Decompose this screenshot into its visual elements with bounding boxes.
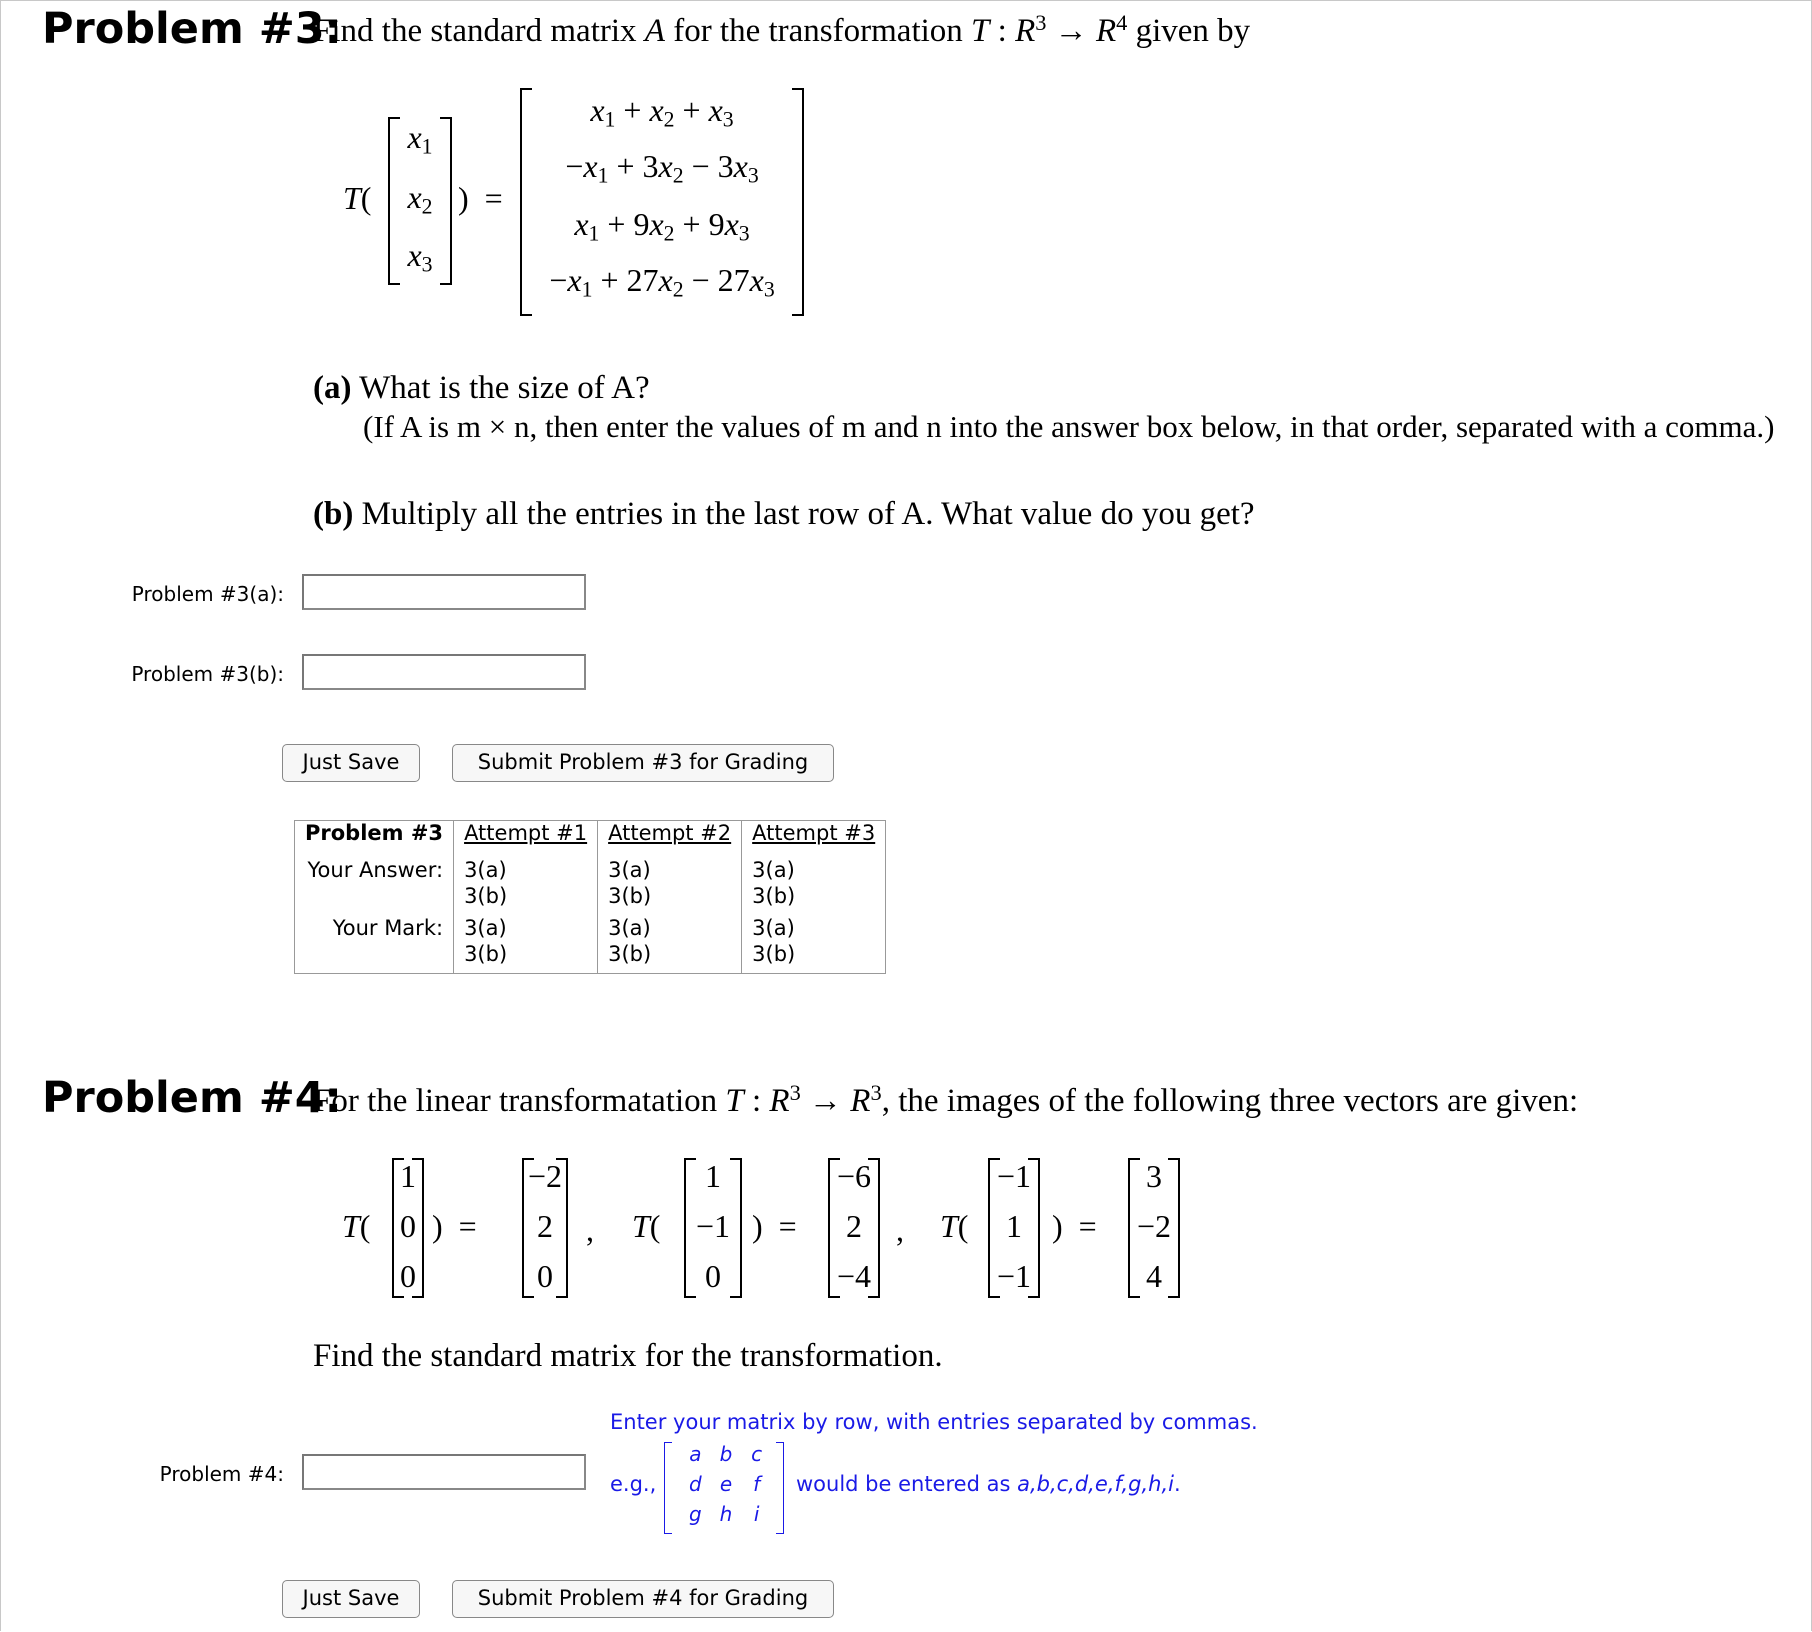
attempt-2-mark: 3(a) 3(b): [598, 915, 742, 974]
map-sep-1: ,: [586, 1212, 594, 1248]
map3-out-1: 3: [1146, 1158, 1162, 1194]
map3-in-3: −1: [996, 1258, 1032, 1294]
answer-4-label: Problem #4:: [159, 1462, 284, 1486]
hint-f: f: [753, 1472, 761, 1496]
answer-3b-input[interactable]: [302, 654, 586, 690]
just-save-button-3[interactable]: Just Save: [282, 744, 420, 782]
answer-4-input[interactable]: [302, 1454, 586, 1490]
problem-3-statement: Find the standard matrix A for the transformation T : $R^3 \to R^4$ given by: [313, 10, 1251, 50]
your-mark-label: Your Mark:: [332, 916, 444, 940]
hint-example-matrix: [664, 1442, 784, 1534]
map-sep-2: ,: [896, 1212, 904, 1248]
hint-d: d: [688, 1472, 702, 1496]
attempt-3-answer: 3(a) 3(b): [742, 857, 886, 915]
map3-out-3: 4: [1146, 1258, 1162, 1294]
t-open-paren: T(: [343, 180, 372, 216]
map1-eq: ) =: [432, 1208, 477, 1244]
map2-out-2: 2: [846, 1208, 862, 1244]
p3-input-x3: $x_3$: [407, 237, 433, 277]
attempt-2-answer: 3(a) 3(b): [598, 857, 742, 915]
map1-in-3: 0: [400, 1258, 416, 1294]
p3-output-row-2: $-x_1 + 3x_2 - 3x_3$: [565, 148, 759, 188]
problem-3-title: Problem #3:: [42, 4, 342, 54]
hint-b: b: [719, 1442, 733, 1466]
map2-in-3: 0: [705, 1258, 721, 1294]
p3-input-x1: $x_1$: [407, 119, 433, 159]
map2-t: T(: [632, 1208, 661, 1244]
map1-in-2: 0: [400, 1208, 416, 1244]
map2-in-2: −1: [695, 1208, 731, 1244]
submit-problem-3-button[interactable]: Submit Problem #3 for Grading: [452, 744, 834, 782]
map3-in-2: 1: [1006, 1208, 1022, 1244]
hint-i: i: [753, 1502, 760, 1526]
hint-eg: e.g.,: [610, 1472, 657, 1496]
hint-e: e: [719, 1472, 733, 1496]
problem-4-statement: For the linear transformatation T : $R^3 \to R^3$, the images of the following three vectors are given:: [313, 1080, 1579, 1120]
attempts-table: [294, 820, 886, 974]
part-b-question: (b) Multiply all the entries in the last row of A. What value do you get?: [313, 496, 1255, 532]
map2-input: [684, 1158, 742, 1298]
p3-output-row-1: $x_1 + x_2 + x_3$: [590, 92, 734, 132]
map1-t: T(: [342, 1208, 371, 1244]
map1-out-2: 2: [537, 1208, 553, 1244]
part-a-question: (a) What is the size of A?: [313, 370, 650, 406]
problem-4-title: Problem #4:: [42, 1073, 342, 1123]
hint-g: g: [688, 1502, 702, 1526]
hint-would-be-entered: would be entered as a,b,c,d,e,f,g,h,i.: [796, 1472, 1181, 1496]
p3-input-vector: [388, 117, 452, 285]
hint-a: a: [689, 1442, 702, 1466]
answer-3a-input[interactable]: [302, 574, 586, 610]
find-standard-matrix-text: Find the standard matrix for the transformation.: [313, 1338, 943, 1374]
map1-input: [392, 1158, 424, 1298]
map3-eq: ) =: [1052, 1208, 1097, 1244]
answer-b-label: Problem #3(b):: [131, 662, 284, 686]
map1-out-1: −2: [527, 1158, 563, 1194]
part-a-note: (If A is m × n, then enter the values of m and n into the answer box below, in that order, separated with a comma.): [363, 409, 1775, 444]
just-save-button-4[interactable]: Just Save: [282, 1580, 420, 1618]
map2-out-1: −6: [836, 1158, 872, 1194]
your-answer-label: Your Answer:: [307, 858, 444, 882]
attempt-1-link[interactable]: Attempt #1: [454, 821, 598, 858]
p3-output-row-3: $x_1 + 9x_2 + 9x_3$: [574, 206, 750, 246]
p3-output-row-4: $-x_1 + 27x_2 - 27x_3$: [549, 262, 775, 302]
attempts-table-header: Problem #3: [305, 821, 444, 845]
attempt-2-link[interactable]: Attempt #2: [598, 821, 742, 858]
hint-c: c: [751, 1442, 763, 1466]
hint-h: h: [719, 1502, 733, 1526]
map3-in-1: −1: [996, 1158, 1032, 1194]
map3-out-2: −2: [1136, 1208, 1172, 1244]
submit-problem-4-button[interactable]: Submit Problem #4 for Grading: [452, 1580, 834, 1618]
map1-in-1: 1: [400, 1158, 416, 1194]
attempt-3-link[interactable]: Attempt #3: [742, 821, 886, 858]
attempt-3-mark: 3(a) 3(b): [742, 915, 886, 974]
map2-eq: ) =: [752, 1208, 797, 1244]
map2-in-1: 1: [705, 1158, 721, 1194]
t-close-paren-equals: ) =: [458, 180, 503, 216]
map1-output: [522, 1158, 568, 1298]
map1-out-3: 0: [537, 1258, 553, 1294]
p3-input-x2: $x_2$: [407, 179, 433, 219]
map3-output: [1128, 1158, 1180, 1298]
attempt-1-answer: 3(a) 3(b): [454, 857, 598, 915]
answer-a-label: Problem #3(a):: [131, 582, 284, 606]
map2-output: [828, 1158, 880, 1298]
map3-t: T(: [940, 1208, 969, 1244]
map3-input: [988, 1158, 1040, 1298]
map2-out-3: −4: [836, 1258, 872, 1294]
matrix-entry-hint: Enter your matrix by row, with entries separated by commas.: [610, 1410, 1258, 1434]
attempt-1-mark: 3(a) 3(b): [454, 915, 598, 974]
p3-output-vector: [520, 88, 804, 316]
